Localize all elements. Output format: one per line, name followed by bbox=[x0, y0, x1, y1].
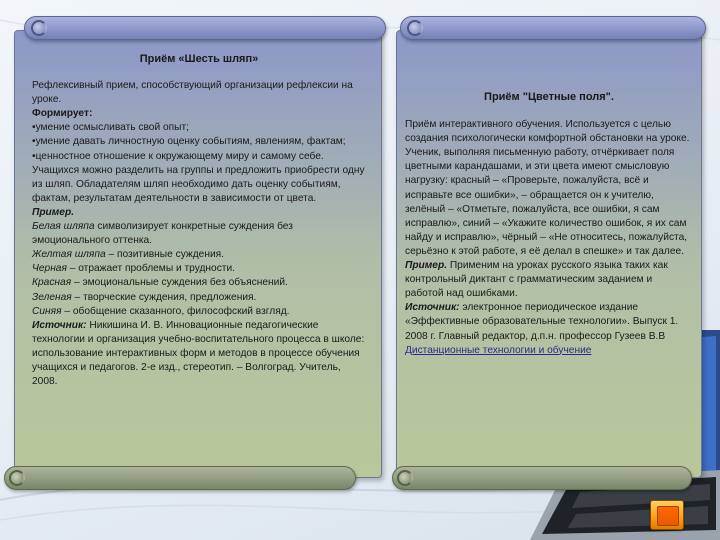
forms-item: •умение осмысливать свой опыт; bbox=[32, 122, 189, 134]
scroll-curl-icon bbox=[397, 470, 413, 486]
forms-item: •умение давать личностную оценку событиям, явлениям, фактам; bbox=[32, 136, 346, 148]
left-panel-intro: Рефлексивный прием, способствующий организации рефлексии на уроке. bbox=[32, 80, 353, 106]
right-scroll-top-roll bbox=[400, 16, 706, 40]
hat-item-red: Красная – эмоциональные суждения без объяснений. bbox=[32, 277, 288, 289]
right-panel-source: Источник: электронное периодическое издание «Эффективные образовательные технологии». Выпуск 1. 2008 г. Главный редактор, д.п.н. профессор Гузеев В.В Дистанционные технологии и обучение bbox=[405, 302, 679, 356]
scroll-curl-icon bbox=[407, 20, 423, 36]
left-panel-source: Источник: Никишина И. В. Инновационные педагогические технологии и организация учебно-воспитательного процесса в школе: использование интерактивных форм и методов в процессе обучения учащихся и педагогов. 2-е изд., стереотип. – Волгоград. Учитель, 2008. bbox=[32, 319, 365, 388]
right-panel-title: Приём "Цветные поля". bbox=[484, 91, 614, 103]
right-panel-body: Приём интерактивного обучения. Используется с целью создания психологически комфортной обстановки на уроке. Ученик, выполняя письменную работу, отчёркивает поля цветными карандашами, и эти цвета имеют смысловую нагрузку: красный – «Проверьте, пожалуйста, всё и исправьте все ошибки», – обращается он к учителю, зелёный – «Отметьте, пожалуйста, все ошибки, я сам исправлю», синий – «Укажите количество ошибок, я их сам найду и исправлю», чёрный – «Не относитесь, пожалуйста, серьёзно к этой работе, я её делал в спешке» и так далее. bbox=[405, 119, 690, 257]
right-panel-content bbox=[405, 90, 693, 358]
hat-item-blue: Синяя – обобщение сказанного, философский взгляд. bbox=[32, 305, 290, 317]
distance-learning-link[interactable]: Дистанционные технологии и обучение bbox=[405, 344, 592, 356]
scroll-curl-icon bbox=[31, 20, 47, 36]
hat-item-black: Черная – отражает проблемы и трудности. bbox=[32, 263, 235, 275]
next-slide-button[interactable] bbox=[650, 500, 684, 530]
right-panel-example: Пример. Применим на уроках русского языка таких как контрольный диктант с грамматическим заданием и работой над ошибками. bbox=[405, 260, 668, 300]
left-panel-description: Учащихся можно разделить на группы и предложить приобрести одну из шляп. Обладателям шляп необходимо дать оценку событиям, фактам, результатам деятельности в зависимости от цвета. bbox=[32, 164, 365, 204]
hat-item-green: Зеленая – творческие суждения, предложения. bbox=[32, 291, 257, 303]
hat-item-yellow: Желтая шляпа – позитивные суждения. bbox=[32, 249, 225, 261]
right-scroll-bottom-roll bbox=[392, 466, 692, 490]
forms-label: Формирует: bbox=[32, 108, 93, 120]
left-scroll-bottom-roll bbox=[4, 466, 356, 490]
scroll-curl-icon bbox=[9, 470, 25, 486]
left-panel-content bbox=[32, 52, 366, 389]
left-panel-title: Приём «Шесть шляп» bbox=[139, 53, 259, 65]
hat-item-white: Белая шляпа символизирует конкретные суждения без эмоционального оттенка. bbox=[32, 221, 293, 247]
forms-item: •ценностное отношение к окружающему миру и самому себе. bbox=[32, 150, 324, 162]
example-label: Пример. bbox=[32, 206, 75, 218]
left-scroll-top-roll bbox=[24, 16, 386, 40]
